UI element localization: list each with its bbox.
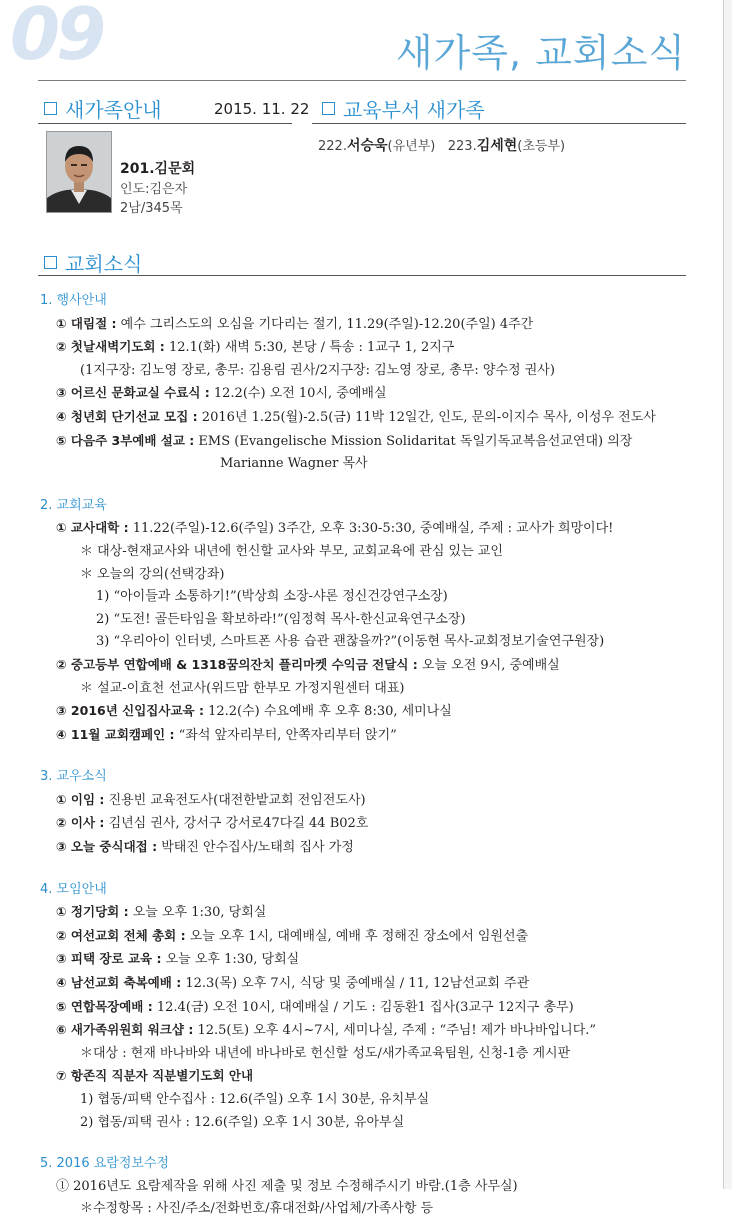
edu-heading: 교육부서 새가족 — [322, 94, 485, 123]
list-item: ② 여선교회 전체 총회 : 오늘 오후 1시, 대예배실, 예배 후 정해진 장소에서 임원선출 — [56, 927, 529, 944]
list-item: ④ 청년회 단기선교 모집 : 2016년 1.25(월)-2.5(금) 11박 12일간, 인도, 문의-이지수 목사, 이성우 전도사 — [56, 408, 656, 425]
list-item: ③ 오늘 중식대접 : 박태진 안수집사/노태희 집사 가정 — [56, 839, 354, 856]
list-item: ② 첫날새벽기도회 : 12.1(화) 새벽 5:30, 본당 / 특송 : 1교구 1, 2지구 — [56, 339, 455, 356]
list-item: ③ 2016년 신입집사교육 : 12.2(수) 수요예배 후 오후 8:30, 세미나실 — [56, 703, 452, 720]
section-heading: 4. 모임안내 — [40, 881, 107, 897]
news-heading: 교회소식 — [44, 248, 142, 277]
list-item: ⑦ 항존직 직분자 직분별기도회 안내 — [56, 1068, 254, 1084]
list-item-sub: 1) “아이들과 소통하기!”(박상희 소장-샤론 정신건강연구소장) — [96, 589, 448, 605]
edu-list — [318, 135, 565, 155]
list-item: ⑤ 연합목장예배 : 12.4(금) 오전 10시, 대예배실 / 기도 : 김동환1 집사(3교구 12지구 총무) — [56, 998, 574, 1015]
square-bullet-icon — [322, 102, 335, 115]
list-item: ① 교사대학 : 11.22(주일)-12.6(주일) 3주간, 오후 3:30-5:30, 중예배실, 주제 : 교사가 희망이다! — [56, 520, 614, 537]
edu-name-1: 서승욱 — [346, 138, 388, 154]
list-item: ① 2016년도 요람제작을 위해 사진 제출 및 정보 수정해주시기 바람.(1층 사무실) — [56, 1178, 518, 1194]
list-item: ② 중고등부 연합예배 & 1318꿈의잔치 플리마켓 수익금 전달식 : 오늘 오전 9시, 중예배실 — [56, 656, 560, 673]
newcomer-divider — [38, 123, 292, 124]
title-divider — [38, 80, 686, 81]
newcomer-date: 2015. 11. 22 — [214, 100, 310, 118]
list-item: ⑥ 새가족위원회 워크샵 : 12.5(토) 오후 4시~7시, 세미나실, 주제 : “주님! 제가 바나바입니다.” — [56, 1022, 597, 1039]
list-item: ① 정기당회 : 오늘 오후 1:30, 당회실 — [56, 904, 267, 921]
edu-dept-1: (유년부) — [387, 139, 436, 154]
list-item: ⑤ 다음주 3부예배 설교 : EMS (Evangelische Mission Solidaritat 독일기독교복음선교연대) 의장 — [56, 432, 633, 449]
list-item-note: ＊대상 : 현재 바나바와 내년에 바나바로 헌신할 성도/새가족교육팀원, 신청-1층 게시판 — [80, 1045, 571, 1061]
newcomer-photo — [46, 131, 112, 213]
list-item: ④ 남선교회 축복예배 : 12.3(목) 오후 7시, 식당 및 중예배실 / 11, 12남선교회 주관 — [56, 975, 530, 992]
edu-divider — [312, 123, 686, 124]
newcomer-heading: 새가족안내 — [44, 94, 162, 123]
list-item-note: ＊수정항목 : 사진/주소/전화번호/휴대전화/사업체/가족사항 등 — [80, 1201, 434, 1217]
page-number: 09 — [10, 0, 103, 76]
newcomer-guide: 인도:김은자 — [120, 182, 188, 197]
news-body — [40, 290, 700, 1221]
list-item: ① 대림절 : 예수 그리스도의 오심을 기다리는 절기, 11.29(주일)-12.20(주일) 4주간 — [56, 315, 534, 332]
section-heading: 2. 교회교육 — [40, 497, 107, 513]
list-item-note: ＊ 설교-이효천 선교사(위드맘 한부모 가정지원센터 대표) — [80, 680, 405, 696]
newcomer-name: 201.김문회 — [120, 161, 196, 177]
section-heading: 3. 교우소식 — [40, 769, 107, 785]
square-bullet-icon — [44, 256, 57, 269]
list-item: ④ 11월 교회캠페인 : “좌석 앞자리부터, 안쪽자리부터 앉기” — [56, 726, 397, 743]
edu-dept-2: (초등부) — [517, 139, 566, 154]
list-item-note: ＊ 대상-현재교사와 내년에 헌신할 교사와 부모, 교회교육에 관심 있는 교인 — [80, 543, 503, 559]
list-item: ① 이임 : 진용빈 교육전도사(대전한밭교회 전임전도사) — [56, 791, 366, 808]
list-item: ② 이사 : 김년심 권사, 강서구 강서로47다길 44 B02호 — [56, 815, 369, 832]
list-item-note: ＊ 오늘의 강의(선택강좌) — [80, 566, 225, 582]
list-item: ③ 어르신 문화교실 수료식 : 12.2(수) 오전 10시, 중예배실 — [56, 385, 387, 402]
edu-number-2: 223. — [447, 139, 477, 154]
page-edge — [723, 0, 732, 1189]
list-item-sub: 3) “우리아이 인터넷, 스마트폰 사용 습관 괜찮을까?”(이동현 목사-교회정보기술연구원장) — [96, 634, 605, 650]
square-bullet-icon — [44, 102, 57, 115]
edu-name-2: 김세현 — [476, 138, 518, 154]
list-item-sub: 2) “도전! 골든타임을 확보하라!”(임정혁 목사-한신교육연구소장) — [96, 611, 466, 627]
list-item: ③ 피택 장로 교육 : 오늘 오후 1:30, 당회실 — [56, 951, 300, 968]
list-item-sub: 1) 협동/피택 안수집사 : 12.6(주일) 오후 1시 30분, 유치부실 — [80, 1092, 430, 1107]
list-item-note: (1지구장: 김노영 장로, 총무: 김용림 권사/2지구장: 김노영 장로, 총무: 양수정 권사) — [80, 362, 555, 378]
section-heading: 1. 행사안내 — [40, 293, 107, 308]
section-heading: 5. 2016 요람정보수정 — [40, 1156, 170, 1172]
newcomer-family: 2남/345목 — [120, 201, 183, 216]
list-item-note: Marianne Wagner 목사 — [220, 456, 368, 472]
news-divider — [38, 275, 686, 276]
edu-number-1: 222. — [318, 139, 347, 154]
list-item-sub: 2) 협동/피택 권사 : 12.6(주일) 오후 1시 30분, 유아부실 — [80, 1114, 405, 1130]
page-title: 새가족, 교회소식 — [395, 31, 686, 75]
